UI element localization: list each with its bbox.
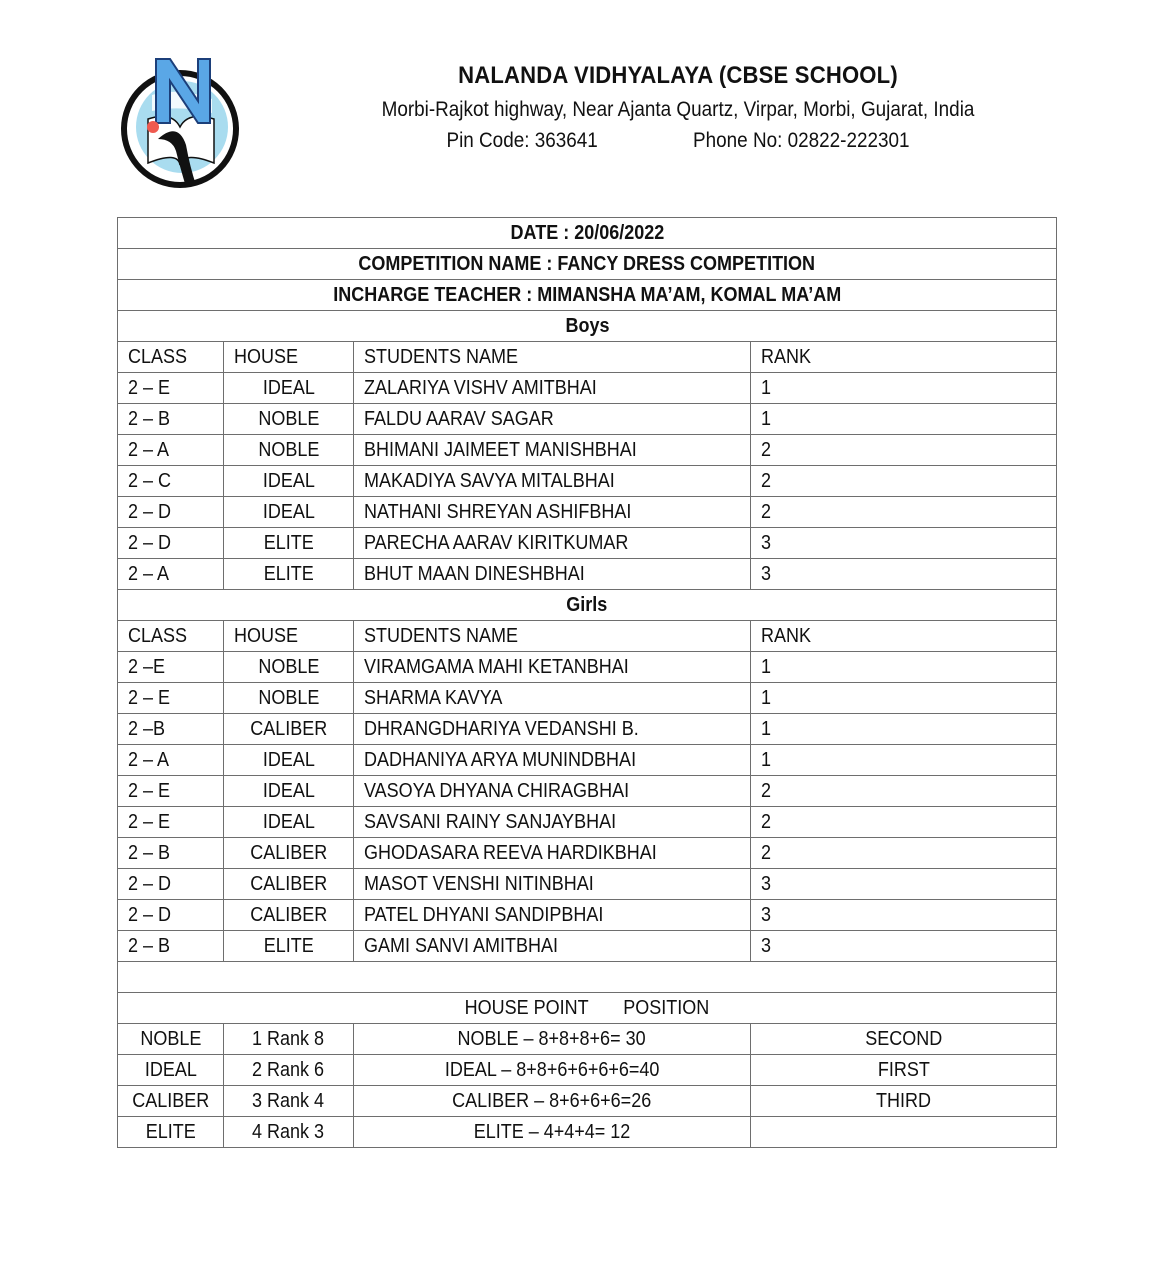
house-cell [224, 714, 354, 745]
date-row [118, 218, 1057, 249]
table-row [118, 559, 1057, 590]
table-row [118, 683, 1057, 714]
empty-cell [118, 962, 1057, 993]
table-row [118, 931, 1057, 962]
name-cell [354, 931, 751, 962]
cell-text: 1 [761, 718, 772, 740]
cell-text: DHRANGDHARIYA VEDANSHI B. [364, 718, 639, 740]
column-header-house [224, 621, 354, 652]
cell-text: NOBLE [139, 1028, 202, 1050]
cell-text: CALIBER [249, 842, 328, 864]
house-cell [224, 652, 354, 683]
class-cell [118, 652, 224, 683]
phone-number: Phone No: 02822-222301 [693, 129, 910, 152]
cell-text: IDEAL [262, 780, 315, 802]
cell-text: 2 – A [128, 749, 170, 771]
cell-text: 3 Rank 4 [252, 1090, 325, 1112]
cell-text: 1 [761, 656, 772, 678]
cell-text: BHUT MAAN DINESHBHAI [364, 563, 585, 585]
cell-text: 2 – E [128, 377, 171, 399]
table-row [118, 838, 1057, 869]
house-cell [224, 838, 354, 869]
rank-cell [751, 776, 1057, 807]
house-cell [224, 528, 354, 559]
rank-cell [751, 652, 1057, 683]
name-cell [354, 373, 751, 404]
cell-text: 1 [761, 408, 772, 430]
cell-text: 1 [761, 749, 772, 771]
cell-text: ZALARIYA VISHV AMITBHAI [364, 377, 597, 399]
cell-text: 2 [761, 842, 772, 864]
position-cell [751, 1086, 1057, 1117]
cell-text: THIRD [876, 1090, 932, 1112]
column-header-class [118, 342, 224, 373]
girls-header-row [118, 621, 1057, 652]
table-row [118, 435, 1057, 466]
header-label: HOUSE [234, 625, 299, 647]
cell-text: 2 [761, 811, 772, 833]
header-label: HOUSE [234, 346, 299, 368]
cell-text: 1 [761, 377, 772, 399]
name-cell [354, 714, 751, 745]
name-cell [354, 776, 751, 807]
house-cell [224, 404, 354, 435]
house-cell [224, 559, 354, 590]
school-name: NALANDA VIDHYALAYA (CBSE SCHOOL) [458, 62, 898, 89]
cell-text: IDEAL [262, 501, 315, 523]
class-cell [118, 435, 224, 466]
cell-text: 2 – E [128, 780, 171, 802]
header-label: STUDENTS NAME [364, 346, 519, 368]
table-row [118, 652, 1057, 683]
cell-text: NOBLE – 8+8+8+6= 30 [457, 1028, 647, 1050]
name-cell [354, 497, 751, 528]
column-header-name [354, 342, 751, 373]
cell-text: 2 – E [128, 687, 171, 709]
house-point-row [118, 1117, 1057, 1148]
cell-text: CALIBER – 8+6+6+6=26 [452, 1090, 652, 1112]
class-cell [118, 497, 224, 528]
position-cell [751, 1117, 1057, 1148]
table-row [118, 466, 1057, 497]
house-cell [224, 931, 354, 962]
house-cell [224, 373, 354, 404]
cell-text: 2 – D [128, 501, 172, 523]
house-cell [224, 807, 354, 838]
header-label: STUDENTS NAME [364, 625, 519, 647]
cell-text: SAVSANI RAINY SANJAYBHAI [364, 811, 617, 833]
cell-text: FIRST [877, 1059, 930, 1081]
table-row [118, 373, 1057, 404]
name-cell [354, 807, 751, 838]
cell-text: CALIBER [132, 1090, 210, 1112]
boys-header-row [118, 342, 1057, 373]
incharge-teacher: INCHARGE TEACHER : MIMANSHA MA’AM, KOMAL MA’AM [333, 284, 842, 306]
cell-text: IDEAL [262, 377, 315, 399]
table-row [118, 528, 1057, 559]
rank-cell [751, 528, 1057, 559]
table-row [118, 900, 1057, 931]
cell-text: GAMI SANVI AMITBHAI [364, 935, 559, 957]
house-point-row [118, 1086, 1057, 1117]
cell-text: NOBLE [257, 687, 320, 709]
cell-text: 2 – D [128, 532, 172, 554]
competition-row [118, 249, 1057, 280]
calc-cell [354, 1055, 751, 1086]
name-cell [354, 838, 751, 869]
school-header [300, 58, 1056, 156]
cell-text: 3 [761, 873, 772, 895]
cell-text: NOBLE [257, 408, 320, 430]
house-points-title: HOUSE POINT POSITION [464, 997, 710, 1019]
class-cell [118, 373, 224, 404]
cell-text: PATEL DHYANI SANDIPBHAI [364, 904, 604, 926]
cell-text: NATHANI SHREYAN ASHIFBHAI [364, 501, 632, 523]
column-header-name [354, 621, 751, 652]
rank-points-cell [224, 1024, 354, 1055]
rank-cell [751, 559, 1057, 590]
rank-cell [751, 745, 1057, 776]
header-label: CLASS [128, 625, 188, 647]
rank-cell [751, 714, 1057, 745]
cell-text: DADHANIYA ARYA MUNINDBHAI [364, 749, 637, 771]
rank-cell [751, 838, 1057, 869]
house-cell [224, 683, 354, 714]
class-cell [118, 807, 224, 838]
header-label: RANK [761, 346, 812, 368]
cell-text: FALDU AARAV SAGAR [364, 408, 554, 430]
table-row [118, 745, 1057, 776]
class-cell [118, 528, 224, 559]
cell-text: ELITE [263, 532, 314, 554]
rank-cell [751, 683, 1057, 714]
rank-points-cell [224, 1055, 354, 1086]
nalanda-vidhyalaya-logo-icon [118, 55, 242, 189]
cell-text: IDEAL [262, 749, 315, 771]
name-cell [354, 745, 751, 776]
results-table [117, 217, 1057, 1148]
rank-cell [751, 404, 1057, 435]
house-cell [224, 497, 354, 528]
rank-points-cell [224, 1117, 354, 1148]
rank-cell [751, 900, 1057, 931]
house-cell [224, 900, 354, 931]
cell-text: ELITE – 4+4+4= 12 [473, 1121, 631, 1143]
rank-cell [751, 931, 1057, 962]
rank-cell [751, 807, 1057, 838]
class-cell [118, 404, 224, 435]
name-cell [354, 466, 751, 497]
name-cell [354, 652, 751, 683]
competition-date: DATE : 20/06/2022 [510, 222, 664, 244]
name-cell [354, 404, 751, 435]
table-row [118, 497, 1057, 528]
cell-text: 3 [761, 532, 772, 554]
cell-text: IDEAL – 8+8+6+6+6+6=40 [444, 1059, 660, 1081]
table-row [118, 807, 1057, 838]
cell-text: ELITE [263, 935, 314, 957]
house-cell [224, 869, 354, 900]
house-point-row [118, 1055, 1057, 1086]
cell-text: NOBLE [257, 439, 320, 461]
house-cell [118, 1055, 224, 1086]
cell-text: SECOND [864, 1028, 943, 1050]
cell-text: 2 – B [128, 408, 171, 430]
cell-text: 4 Rank 3 [252, 1121, 325, 1143]
cell-text: GHODASARA REEVA HARDIKBHAI [364, 842, 657, 864]
class-cell [118, 559, 224, 590]
header-label: RANK [761, 625, 812, 647]
column-header-class [118, 621, 224, 652]
cell-text: 2 [761, 439, 772, 461]
cell-text: 2 – D [128, 904, 172, 926]
cell-text: 1 [761, 687, 772, 709]
incharge-row [118, 280, 1057, 311]
cell-text: 2 [761, 780, 772, 802]
name-cell [354, 435, 751, 466]
class-cell [118, 776, 224, 807]
rank-points-cell [224, 1086, 354, 1117]
pin-code: Pin Code: 363641 [446, 129, 598, 152]
house-cell [118, 1024, 224, 1055]
name-cell [354, 900, 751, 931]
cell-text: CALIBER [249, 873, 328, 895]
house-cell [118, 1117, 224, 1148]
house-cell [224, 745, 354, 776]
rank-cell [751, 435, 1057, 466]
cell-text: SHARMA KAVYA [364, 687, 503, 709]
house-points-title-row [118, 993, 1057, 1024]
class-cell [118, 869, 224, 900]
cell-text: 2 – B [128, 842, 171, 864]
competition-name: COMPETITION NAME : FANCY DRESS COMPETITION [358, 253, 816, 275]
cell-text: VASOYA DHYANA CHIRAGBHAI [364, 780, 630, 802]
girls-title: Girls [566, 594, 608, 616]
cell-text: 2 [761, 470, 772, 492]
house-cell [224, 435, 354, 466]
girls-section-title [118, 590, 1057, 621]
header-label: CLASS [128, 346, 188, 368]
cell-text: 2 – C [128, 470, 172, 492]
cell-text: MASOT VENSHI NITINBHAI [364, 873, 594, 895]
cell-text: CALIBER [249, 904, 328, 926]
cell-text: CALIBER [249, 718, 328, 740]
calc-cell [354, 1024, 751, 1055]
class-cell [118, 838, 224, 869]
cell-text: NOBLE [257, 656, 320, 678]
cell-text: 2 – A [128, 439, 170, 461]
cell-text: 2 –E [128, 656, 166, 678]
cell-text: IDEAL [144, 1059, 197, 1081]
house-cell [118, 1086, 224, 1117]
cell-text: 2 – A [128, 563, 170, 585]
cell-text: 2 [761, 501, 772, 523]
cell-text: BHIMANI JAIMEET MANISHBHAI [364, 439, 637, 461]
name-cell [354, 528, 751, 559]
column-header-rank [751, 621, 1057, 652]
column-header-rank [751, 342, 1057, 373]
cell-text: VIRAMGAMA MAHI KETANBHAI [364, 656, 629, 678]
table-row [118, 776, 1057, 807]
rank-cell [751, 497, 1057, 528]
class-cell [118, 714, 224, 745]
cell-text: 3 [761, 563, 772, 585]
table-row [118, 714, 1057, 745]
rank-cell [751, 869, 1057, 900]
name-cell [354, 683, 751, 714]
cell-text: 2 – D [128, 873, 172, 895]
cell-text: 2 – E [128, 811, 171, 833]
cell-text: 3 [761, 935, 772, 957]
position-cell [751, 1024, 1057, 1055]
school-address: Morbi-Rajkot highway, Near Ajanta Quartz, Virpar, Morbi, Gujarat, India [381, 98, 975, 121]
cell-text: ELITE [263, 563, 314, 585]
class-cell [118, 745, 224, 776]
house-point-row [118, 1024, 1057, 1055]
class-cell [118, 900, 224, 931]
rank-cell [751, 373, 1057, 404]
class-cell [118, 466, 224, 497]
cell-text: IDEAL [262, 470, 315, 492]
cell-text: 2 Rank 6 [252, 1059, 325, 1081]
name-cell [354, 559, 751, 590]
house-cell [224, 776, 354, 807]
table-row [118, 404, 1057, 435]
cell-text: 1 Rank 8 [252, 1028, 325, 1050]
cell-text: MAKADIYA SAVYA MITALBHAI [364, 470, 615, 492]
calc-cell [354, 1086, 751, 1117]
cell-text: 2 – B [128, 935, 171, 957]
cell-text: PARECHA AARAV KIRITKUMAR [364, 532, 629, 554]
cell-text: IDEAL [262, 811, 315, 833]
cell-text: ELITE [145, 1121, 196, 1143]
cell-text: 2 –B [128, 718, 166, 740]
class-cell [118, 931, 224, 962]
cell-text: 3 [761, 904, 772, 926]
boys-section-title [118, 311, 1057, 342]
position-cell [751, 1055, 1057, 1086]
spacer-row [118, 962, 1057, 993]
name-cell [354, 869, 751, 900]
class-cell [118, 683, 224, 714]
house-cell [224, 466, 354, 497]
column-header-house [224, 342, 354, 373]
rank-cell [751, 466, 1057, 497]
table-row [118, 869, 1057, 900]
boys-title: Boys [565, 315, 610, 337]
school-logo [118, 55, 242, 189]
calc-cell [354, 1117, 751, 1148]
school-contact [338, 126, 1018, 156]
